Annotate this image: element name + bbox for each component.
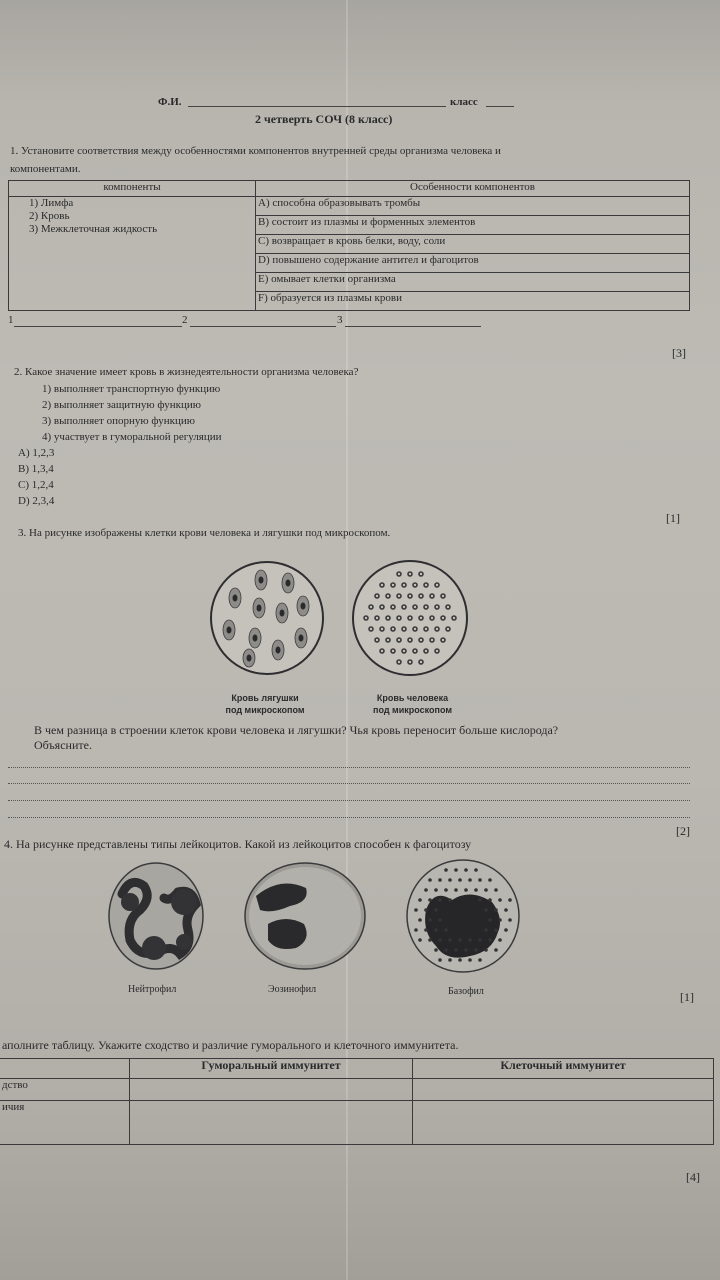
basophil-granule (414, 928, 418, 932)
basophil-granule (504, 928, 508, 932)
q2-item: 4) участвует в гуморальной регуляции (42, 431, 222, 443)
basophil-granule (504, 908, 508, 912)
q2-text: 2. Какое значение имеет кровь в жизнедеятельности организма человека? (14, 366, 359, 378)
q5-col-cellular: Клеточный иммунитет (413, 1059, 714, 1079)
feature-item: D) повышено содержание антител и фагоцитов (256, 254, 689, 273)
q5-score: [4] (686, 1170, 700, 1184)
basophil-granule (464, 948, 468, 952)
basophil-granule (418, 918, 422, 922)
basophil-granule (488, 898, 492, 902)
basophil-granule (454, 888, 458, 892)
basophil-granule (474, 948, 478, 952)
basophil-granule (444, 948, 448, 952)
q1-col-features: Особенности компонентов (256, 181, 690, 197)
q5-text: аполните таблицу. Укажите сходство и различие гуморального и клеточного иммунитета. (2, 1038, 459, 1052)
feature-item: В) состоит из плазмы и форменных элементов (256, 216, 689, 235)
frog-blood-circle (211, 562, 323, 674)
basophil-granule (434, 888, 438, 892)
basophil-granule (484, 888, 488, 892)
q2-option-b[interactable]: В) 1,3,4 (18, 463, 54, 475)
basophil-granule (484, 948, 488, 952)
q5-cell-humoral-difference[interactable] (130, 1101, 413, 1145)
basophil-granule (438, 958, 442, 962)
q5-cell-humoral-similarity[interactable] (130, 1079, 413, 1101)
q2-item: 1) выполняет транспортную функцию (42, 383, 221, 395)
basophil-granule (474, 888, 478, 892)
frog-label-2: под микроскопом (225, 705, 305, 715)
basophil-granule (448, 878, 452, 882)
basophil-granule (498, 938, 502, 942)
feature-item: С) возвращает в кровь белки, воду, соли (256, 235, 689, 254)
basophil-granule (468, 938, 472, 942)
basophil-granule (448, 958, 452, 962)
basophil-granule (454, 948, 458, 952)
basophil-label: Базофил (448, 986, 484, 997)
basophil-granule (444, 888, 448, 892)
q5-corner-cell (0, 1059, 130, 1079)
blood-cells-figure (205, 558, 480, 683)
q3-answer-line[interactable] (8, 817, 690, 818)
basophil-granule (438, 918, 442, 922)
feature-item: Е) омывает клетки организма (256, 273, 689, 292)
basophil-granule (448, 898, 452, 902)
basophil-granule (494, 908, 498, 912)
basophil-granule (464, 868, 468, 872)
q4-text: 4. На рисунке представлены типы лейкоцитов. Какой из лейкоцитов способен к фагоцитозу (4, 837, 472, 851)
feature-item: F) образуется из плазмы крови (258, 292, 402, 304)
answer-line-2[interactable] (190, 326, 336, 327)
component-item: 1) Лимфа (29, 197, 74, 209)
basophil-granule (414, 908, 418, 912)
q3-question-line1: В чем разница в строении клеток крови человека и лягушки? Чья кровь переносит больше кислорода? (34, 723, 559, 737)
basophil-granule (458, 958, 462, 962)
basophil-granule (488, 918, 492, 922)
basophil-granule (488, 938, 492, 942)
q1-text-line1: 1. Установите соответствия между особенностями компонентов внутренней среды организма человека и (10, 145, 501, 157)
q2-option-a[interactable]: А) 1,2,3 (18, 447, 55, 459)
basophil-granule (464, 888, 468, 892)
basophil-granule (428, 938, 432, 942)
basophil-granule (468, 878, 472, 882)
basophil-granule (438, 878, 442, 882)
basophil-granule (508, 918, 512, 922)
basophil-granule (484, 928, 488, 932)
q4-score: [1] (680, 990, 694, 1004)
basophil-granule (458, 938, 462, 942)
basophil-granule (418, 938, 422, 942)
q1-col-components: компоненты (9, 181, 256, 197)
basophil-granule (484, 908, 488, 912)
basophil-granule (478, 938, 482, 942)
basophil-granule (424, 888, 428, 892)
feature-item: А) способна образовывать тромбы (256, 197, 689, 216)
basophil-granule (494, 928, 498, 932)
basophil-granule (494, 888, 498, 892)
basophil-granule (478, 878, 482, 882)
page-title: 2 четверть СОЧ (8 класс) (255, 112, 393, 126)
q2-item: 3) выполняет опорную функцию (42, 415, 195, 427)
basophil-granule (428, 878, 432, 882)
basophil-granule (424, 908, 428, 912)
q1-features-cell (256, 197, 690, 311)
basophil-granule (434, 908, 438, 912)
q5-cell-cellular-difference[interactable] (413, 1101, 714, 1145)
q3-answer-line[interactable] (8, 783, 690, 784)
q3-answer-line[interactable] (8, 767, 690, 768)
class-line (486, 106, 514, 107)
answer-label-1: 1 (8, 314, 14, 326)
answer-label-3: 3 (337, 314, 343, 326)
q5-cell-cellular-similarity[interactable] (413, 1079, 714, 1101)
basophil-granule (468, 958, 472, 962)
basophil-granule (454, 868, 458, 872)
basophil-granule (438, 938, 442, 942)
q2-option-d[interactable]: D) 2,3,4 (18, 495, 55, 507)
q5-row-difference: ичия (0, 1101, 130, 1145)
basophil-granule (478, 958, 482, 962)
basophil-granule (424, 928, 428, 932)
answer-label-2: 2 (182, 314, 188, 326)
q2-option-c[interactable]: С) 1,2,4 (18, 479, 54, 491)
q1-table (8, 180, 690, 311)
q2-item: 2) выполняет защитную функцию (42, 399, 201, 411)
q1-text-line2: компонентами. (10, 163, 81, 175)
basophil-granule (428, 898, 432, 902)
basophil-cell (407, 860, 519, 972)
q5-table (0, 1058, 714, 1145)
leukocytes-figure (100, 858, 540, 983)
eosinophil-label: Эозинофил (268, 984, 317, 995)
q3-question-line2: Объясните. (34, 738, 92, 752)
q5-row-similarity: дство (0, 1079, 130, 1101)
q2-score: [1] (666, 511, 680, 525)
answer-line-3[interactable] (345, 326, 481, 327)
class-label: класс (450, 96, 478, 108)
human-label-2: под микроскопом (373, 705, 452, 715)
basophil-granule (498, 918, 502, 922)
q3-text: 3. На рисунке изображены клетки крови человека и лягушки под микроскопом. (18, 527, 391, 539)
q1-components-cell (9, 197, 256, 311)
component-item: 3) Межклеточная жидкость (29, 223, 158, 235)
basophil-granule (438, 898, 442, 902)
basophil-granule (508, 898, 512, 902)
human-blood-circle (353, 561, 467, 675)
basophil-granule (418, 898, 422, 902)
basophil-granule (488, 878, 492, 882)
human-label-1: Кровь человека (376, 693, 449, 703)
q3-answer-line[interactable] (8, 800, 690, 801)
neutrophil-label: Нейтрофил (128, 984, 177, 995)
neutrophil-cell (109, 863, 203, 969)
q3-score: [2] (676, 824, 690, 838)
basophil-granule (428, 918, 432, 922)
frog-label-1: Кровь лягушки (231, 693, 299, 703)
basophil-granule (444, 928, 448, 932)
basophil-granule (458, 878, 462, 882)
eosinophil-cell (245, 863, 365, 969)
basophil-granule (434, 948, 438, 952)
basophil-granule (444, 868, 448, 872)
component-item: 2) Кровь (29, 210, 70, 222)
basophil-granule (434, 928, 438, 932)
fio-label: Ф.И. (158, 96, 182, 108)
basophil-granule (448, 938, 452, 942)
answer-line-1[interactable] (14, 326, 182, 327)
basophil-granule (494, 948, 498, 952)
basophil-granule (474, 868, 478, 872)
q5-col-humoral: Гуморальный иммунитет (130, 1059, 413, 1079)
basophil-granule (498, 898, 502, 902)
basophil-granule (478, 898, 482, 902)
q1-score: [3] (672, 346, 686, 360)
fio-line (188, 106, 446, 107)
